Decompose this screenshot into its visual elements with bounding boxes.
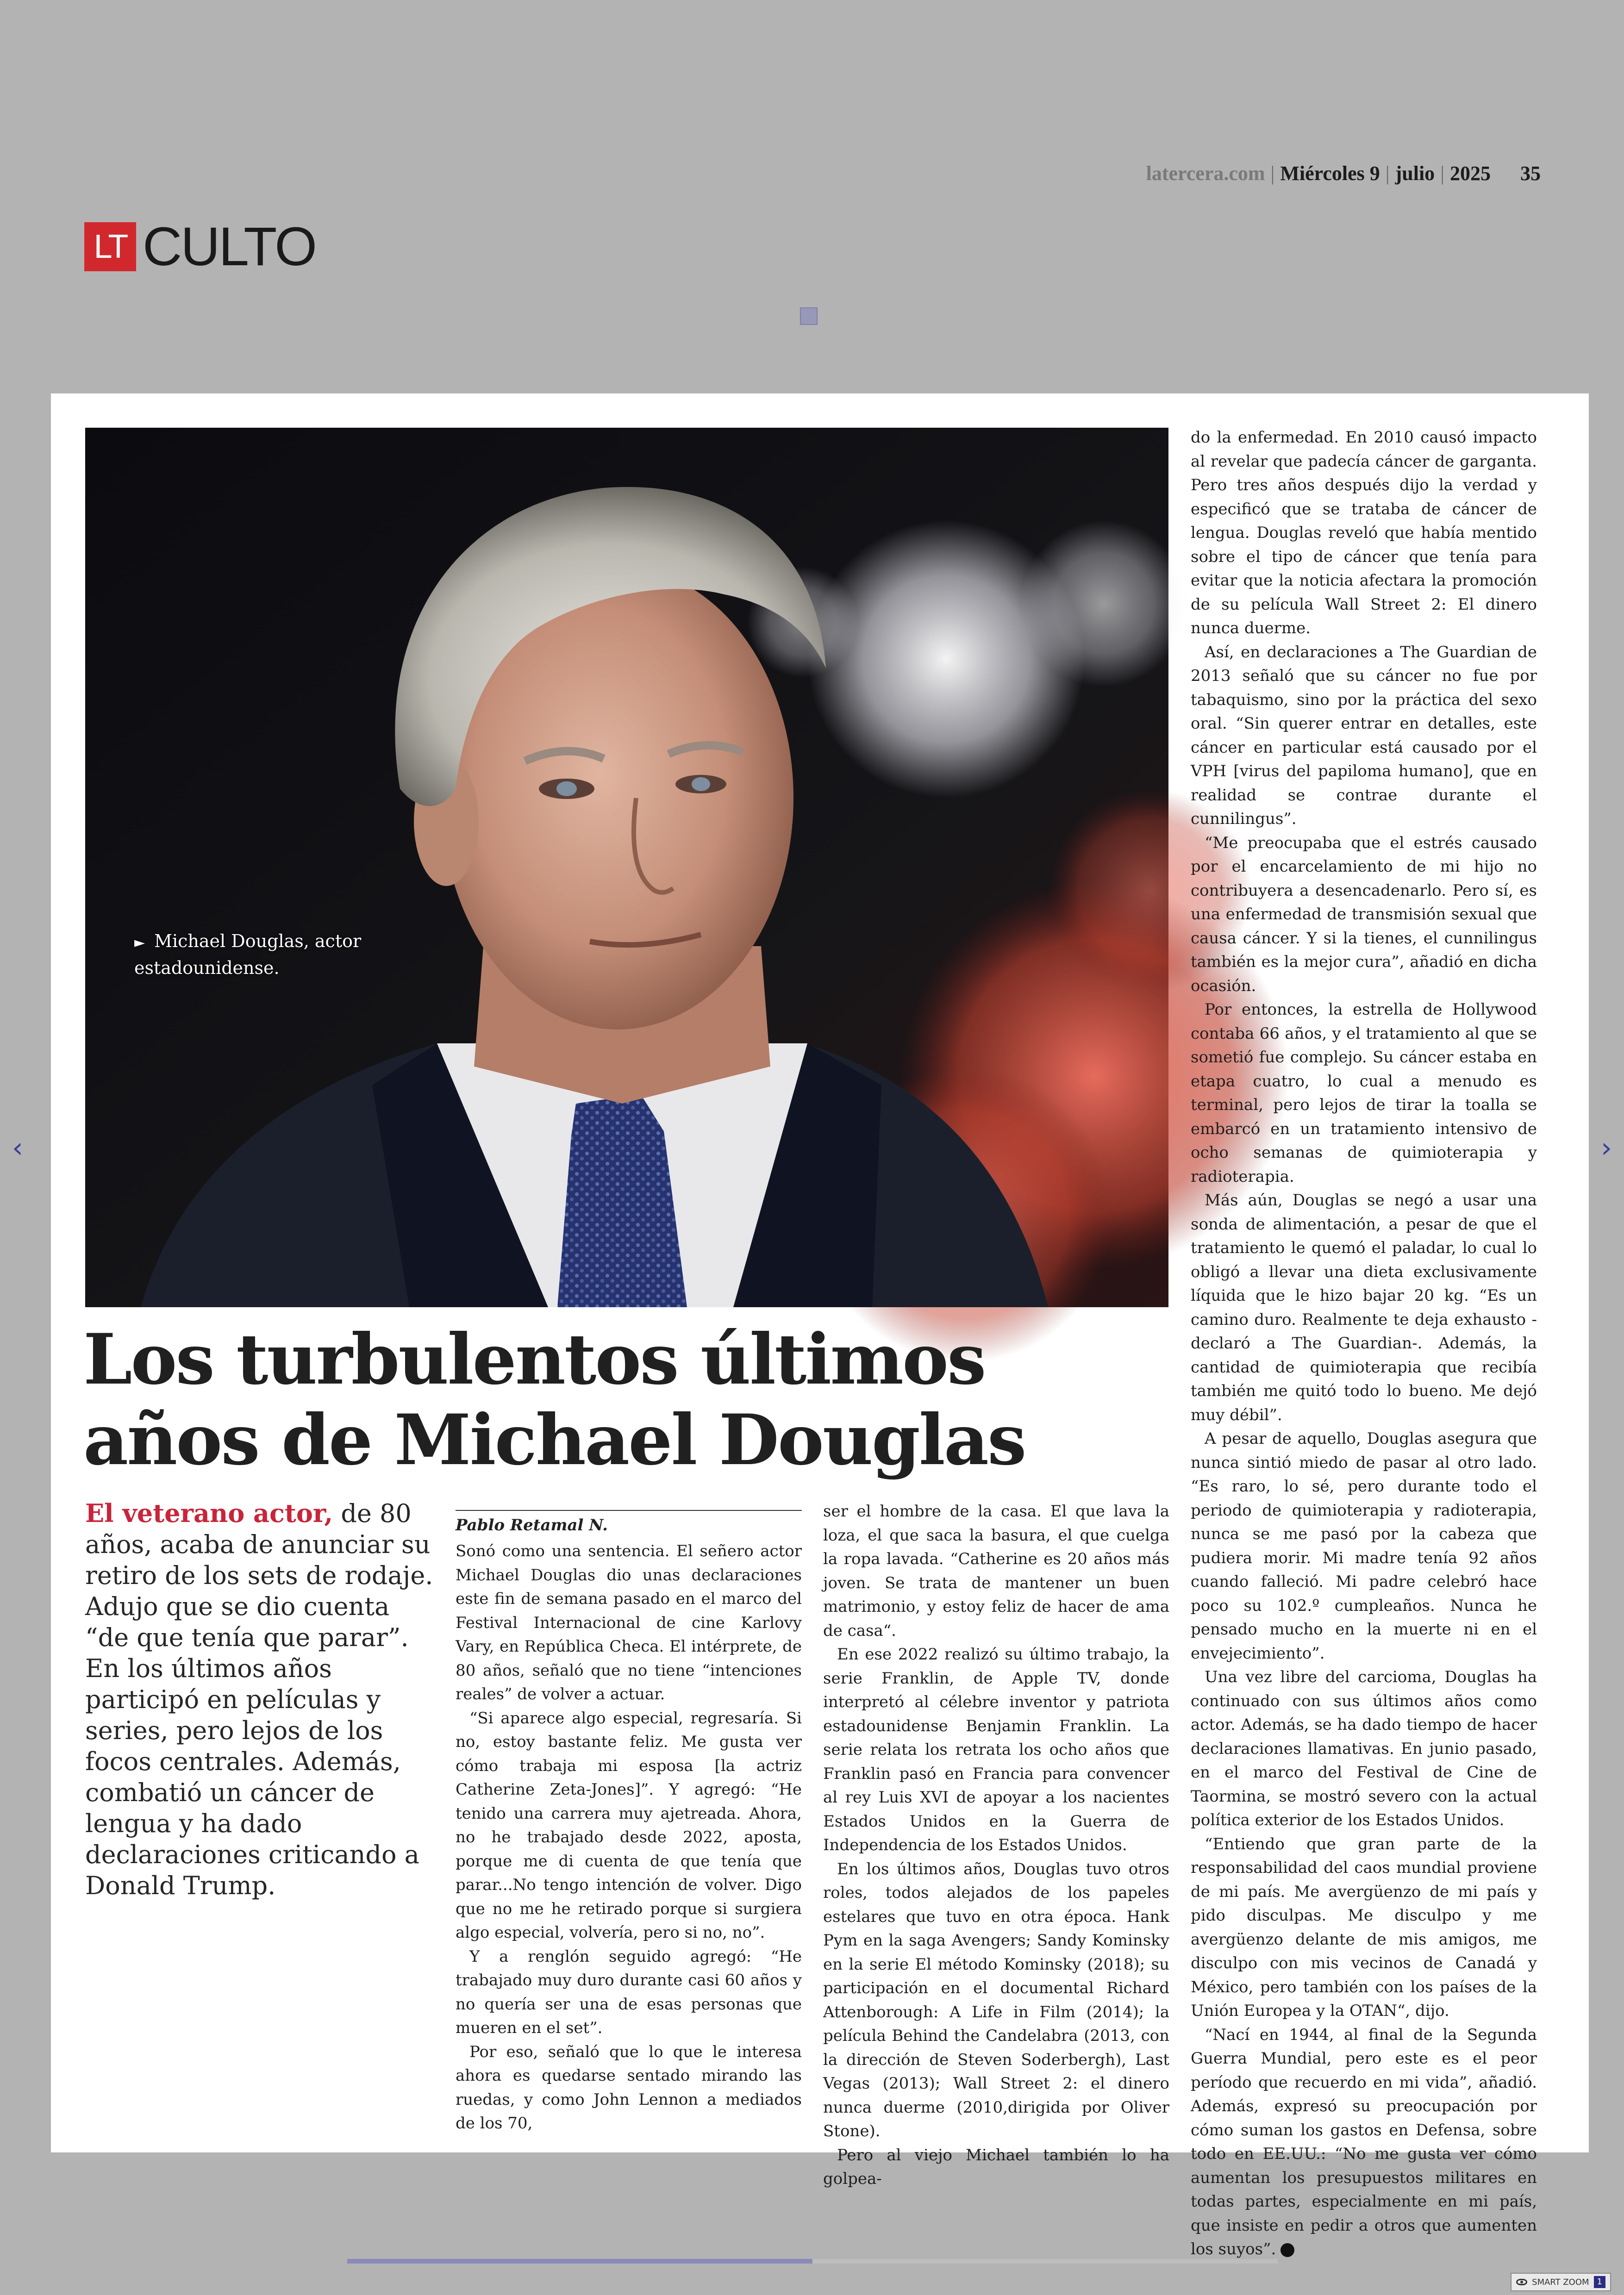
eye-icon [1516,2279,1527,2285]
paragraph: Pero al viejo Michael también lo ha golpea- [823,2145,1169,2188]
smart-zoom-button[interactable] [1511,2273,1611,2291]
section-logo [84,216,316,277]
paragraph: Así, en declaraciones a The Guardian de 2013 señaló que su cáncer no fue por tabaquismo, sino por la práctica del sexo oral. “Sin querer entrar en detalles, este cáncer en particular está causado por el VPH [virus del papiloma humano], que en realidad se contrae durante el cunnilingus”. [1191,642,1537,828]
lead-accent: El veterano actor, [85,1498,333,1528]
smart-zoom-label: SMART ZOOM [1532,2277,1589,2287]
paragraph: ser el hombre de la casa. El que lava la loza, el que saca la basura, el que cuelga la ropa lavada. “Catherine es 20 años más joven. Se trata de mantener un buen matrimonio, y estoy feliz de hacer de ama de casa“. [823,1502,1169,1640]
smart-zoom-count: 1 [1594,2276,1605,2288]
paragraph: Por entonces, la estrella de Hollywood contaba 66 años, y el tratamiento al que se sometió fue complejo. Su cáncer estaba en etapa cuatro, lo cual a menudo es terminal, pero lejos de tirar la toalla se embarcó en un tratamiento intensivo de ocho semanas de quimioterapia y radioterapia. [1191,1000,1537,1186]
caption-arrow-icon: ► [134,935,145,951]
header-separator: | [1440,162,1444,185]
header-year: 2025 [1450,162,1491,185]
section-name: CULTO [143,216,316,277]
paragraph: A pesar de aquello, Douglas asegura que nunca sintió miedo de pasar al otro lado. “Es raro, lo sé, pero durante todo el periodo de quimioterapia y radioterapia, nunca se me pasó por la cabeza que pudiera morir. Mi madre tenía 92 años cuando falleció. Mi padre celebró hace poco su 102.º cumpleaños. Nunca he pensado mucho en la muerte ni en el envejecimiento”. [1191,1429,1537,1663]
byline-divider [456,1510,802,1511]
lead-text: de 80 años, acaba de anunciar su retiro de los sets de rodaje. Adujo que se dio cuenta “de que tenía que parar”. En los últimos años participó en películas y series, pero lejos de los focos centrales. Además, combatió un cáncer de lengua y ha dado declaraciones criticando a Donald Trump. [85,1499,433,1900]
article-page [51,393,1589,2258]
article-photo [85,428,1168,1307]
article-lead [85,1498,437,1901]
next-page-button[interactable]: › [1601,1132,1612,1164]
article-column-3 [1191,426,1537,2258]
paragraph: do la enfermedad. En 2010 causó impacto al revelar que padecía cáncer de garganta. Pero tres años después dijo la verdad y especificó que se trataba de cáncer de lengua. Douglas reveló que había mentido sobre el tipo de cáncer que tenía para evitar que la noticia afectara la promoción de su película Wall Street 2: El dinero nunca duerme. [1191,428,1537,637]
paragraph: “Si aparece algo especial, regresaría. Si no, estoy bastante feliz. Me gusta ver cómo trabaja mi esposa [la actriz Catherine Zeta-Jones]”. Y agregó: “He tenido una carrera muy ajetreada. Ahora, no he trabajado desde 2022, aposta, porque me di cuenta de que tenía que parar...No tengo intención de volver. Digo que no me he retirado porque si surgiera algo especial, volvería, pero si no, no”. [456,1709,802,1942]
lt-logo-icon: LT [84,222,136,271]
header-weekday: Miércoles 9 [1280,162,1380,185]
article-column-2 [823,1500,1169,2188]
paragraph: Más aún, Douglas se negó a usar una sonda de alimentación, a pesar de que el tratamiento le quemó el paladar, lo cual lo obligó a llevar una dieta exclusivamente líquida que le hizo bajar 20 kg. “Es un camino duro. Realmente te deja exhausto -declaró a The Guardian-. Además, la cantidad de quimioterapia que recibía también me quitó todo lo bueno. Me dejó muy débil”. [1191,1191,1537,1424]
site-name: latercera.com [1146,162,1265,185]
paragraph: En ese 2022 realizó su último trabajo, la serie Franklin, de Apple TV, donde interpretó al célebre inventor y patriota estadounidense Benjamin Franklin. La serie relata los retrata los ocho años que Franklin pasó en Francia para convencer al rey Luis XVI de apoyar a los nacientes Estados Unidos en la Guerra de Independencia de los Estados Unidos. [823,1645,1169,1854]
paragraph: “Me preocupaba que el estrés causado por el encarcelamiento de mi hijo no contribuyera a desencadenarlo. Pero sí, es una enfermedad de transmisión sexual que causa cáncer. Y si la tienes, el cunnilingus también es la mejor cura”, añadió en dicha ocasión. [1191,833,1537,995]
paragraph-text: “Nací en 1944, al final de la Segunda Guerra Mundial, pero este es el peor período que recuerdo en mi vida”, añadió. Además, expresó su preocupación por cómo suman los gastos en Defensa, sobre todo en EE.UU.: “No me gusta ver cómo aumentan los presupuestos militares en todas partes, especialmente en mi país, que insiste en pedir a otros que aumenten los suyos”. [1191,2025,1537,2258]
paragraph: Una vez libre del carcioma, Douglas ha continuado con sus últimos años como actor. Además, se ha dado tiempo de hacer declaraciones llamativas. En junio pasado, en el marco del Festival de Cine de Taormina, se mostró severo con la actual política exterior de los Estados Unidos. [1191,1668,1537,1829]
paragraph: En los últimos años, Douglas tuvo otros roles, todos alejados de los papeles estelares que tuvo en otra época. Hank Pym en la saga Avengers; Sandy Kominsky en la serie El método Kominsky (2018); su participación en el documental Richard Attenborough: A Life in Film (2014); la película Behind the Candelabra (2013, con la dirección de Steven Soderbergh), Last Vegas (2013); Wall Street 2: el dinero nunca duerme (2010,dirigida por Oliver Stone). [823,1859,1169,2140]
page-progress-bar[interactable] [347,2259,1278,2264]
header-separator: | [1385,162,1390,185]
page-marker-icon[interactable] [800,307,818,325]
paragraph [1191,2023,1537,2262]
page-number: 35 [1520,162,1541,185]
article-byline: Pablo Retamal N. [456,1516,608,1534]
page-header [1146,159,1541,187]
caption-text: Michael Douglas, actor estadounidense. [134,931,362,978]
paragraph: Sonó como una sentencia. El señero actor Michael Douglas dio unas declaraciones este fin de semana pasado en el marco del Festival Internacional de cine Karlovy Vary, en República Checa. El intérprete, de 80 años, señaló que no tiene “intenciones reales” de volver a actuar. [456,1542,802,1703]
prev-page-button[interactable]: ‹ [12,1132,23,1164]
article-headline: Los turbulentos últimos años de Michael Douglas [83,1319,1025,1481]
paragraph: “Entiendo que gran parte de la responsabilidad del caos mundial proviene de mi país. Me avergüenzo de mi país y pido disculpas. Me disculpo y me avergüenzo delante de mis amigos, me disculpo con mis vecinos de Canadá y México, pero también con los países de la Unión Europea y la OTAN“, dijo. [1191,1834,1537,2020]
header-month: julio [1395,162,1435,185]
header-separator: | [1270,162,1275,185]
paragraph: Y a renglón seguido agregó: “He trabajado muy duro durante casi 60 años y no quería ser una de esas personas que mueren en el set”. [456,1947,802,2037]
photo-caption [134,929,421,980]
end-mark-icon [1280,2243,1294,2257]
paragraph: Por eso, señaló que lo que le interesa ahora es quedarse sentado mirando las ruedas, y como John Lennon a mediados de los 70, [456,2042,802,2133]
page-progress-fill [347,2259,812,2264]
portrait-image [85,428,1168,1307]
article-column-1 [456,1540,802,2139]
